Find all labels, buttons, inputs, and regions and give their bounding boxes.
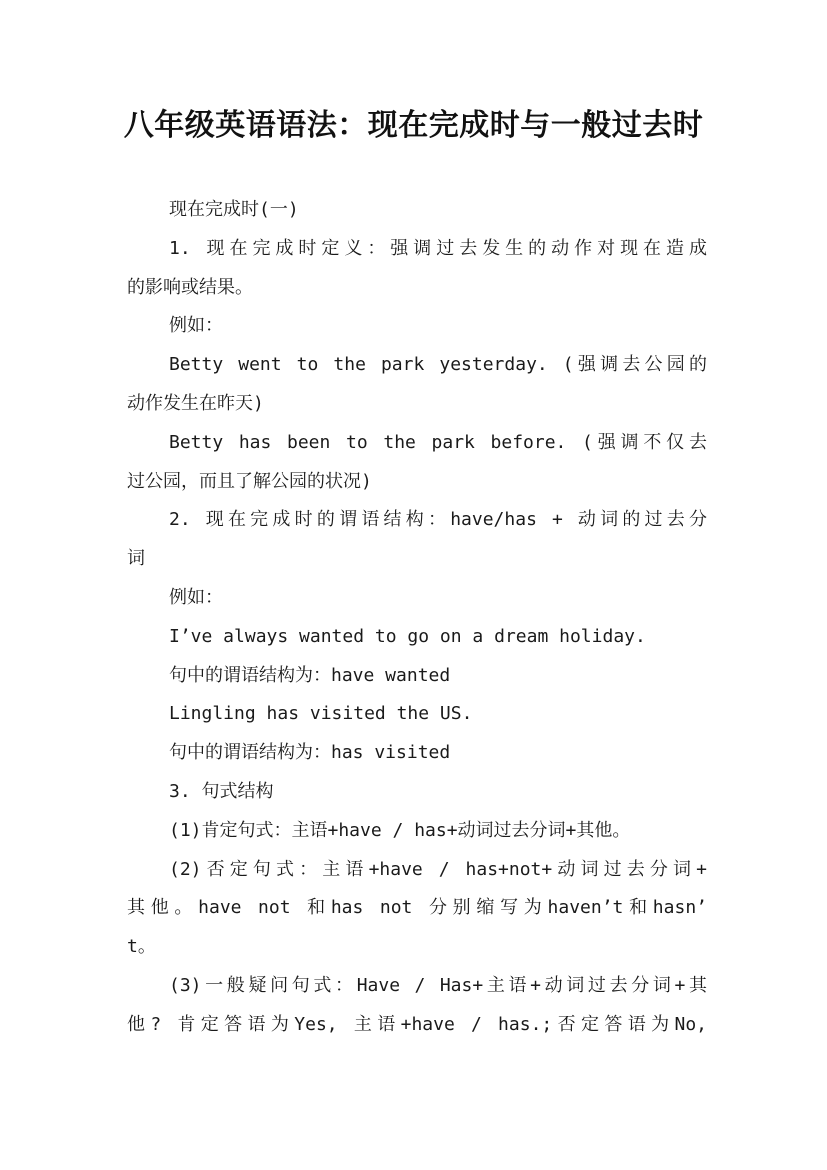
example-line: Betty went to the park yesterday. (强调去公园的	[169, 354, 707, 376]
paragraph-line: 例如：	[169, 315, 223, 337]
paragraph-line: 他? 肯定答语为Yes, 主语+have / has.;否定答语为No,	[127, 1013, 707, 1035]
example-line: Lingling has visited the US.	[169, 703, 473, 725]
section-heading: 现在完成时(一)	[169, 199, 299, 220]
example-line: Betty has been to the park before. (强调不仅去	[169, 431, 707, 453]
document-title: 八年级英语语法：现在完成时与一般过去时	[123, 108, 704, 143]
example-line: I’ve always wanted to go on a dream holiday.	[169, 625, 646, 647]
example-line: 过公园，而且了解公园的状况)	[127, 470, 372, 492]
document-body	[127, 191, 707, 1045]
paragraph-line: 的影响或结果。	[127, 276, 253, 298]
paragraph-line: 词	[127, 548, 145, 570]
example-line: 句中的谓语结构为：has visited	[169, 742, 451, 764]
paragraph-line: 1. 现在完成时定义：强调过去发生的动作对现在造成	[169, 237, 707, 259]
example-line: 句中的谓语结构为：have wanted	[169, 664, 451, 686]
paragraph-line: (2)否定句式：主语+have / has+not+动词过去分词+	[169, 858, 707, 880]
example-line: 动作发生在昨天)	[127, 392, 264, 414]
paragraph-line: (3)一般疑问句式：Have / Has+主语+动词过去分词+其	[169, 974, 707, 996]
paragraph-line: 例如：	[169, 586, 223, 608]
paragraph-line: t。	[127, 936, 156, 958]
paragraph-line: (1)肯定句式：主语+have / has+动词过去分词+其他。	[169, 819, 631, 841]
section-heading: 3. 句式结构	[169, 780, 274, 802]
paragraph-line: 2. 现在完成时的谓语结构：have/has + 动词的过去分	[169, 509, 707, 531]
paragraph-line: 其他。have not 和has not 分别缩写为haven’t和hasn’	[127, 897, 707, 919]
